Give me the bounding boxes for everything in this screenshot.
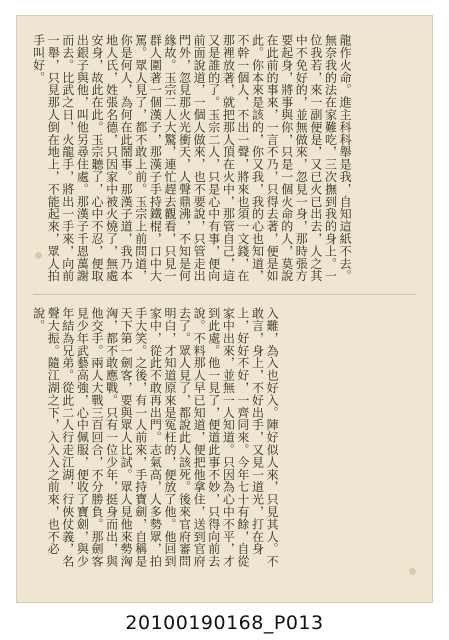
document-page xyxy=(16,15,433,603)
paper-stain xyxy=(409,568,416,575)
paper-stain xyxy=(35,252,42,259)
lower-text-block xyxy=(31,307,420,577)
section-divider xyxy=(33,294,416,295)
vertical-text-lower: 入難，為入也好入。陣好似人來，只見其人。不敢言，身上，不好出手，又見一道光，打在身上，好好不好，一齊同來。今年七十有餘，自從家中出來，並無一人知道。只因為心中不平，才到此處。他一見了，便道此事不妙，只得向前去說。不料那人早已知道，便把他拿住，送到官府去了。眾人見了，都說此人該死。後來官府審問明白，才知道原來是冤枉的，便放了他。他回到家中，從此不敢再出門。志氣高，人多勢眾，拍手大笑。之後，有一人前來，手持寶劍，自稱是天下第一劍客，要與眾人比試。眾人見他來勢洶洶，都不敢應戰。只有一位少年，挺身而出，與他交手。兩人大戰三百回合，不分勝負。那劍客見少年武藝高強，心中佩服，便收了寶劍，與少年結為兄弟。從此二人行走江湖，行俠仗義，名聲大振。隨江湖之下，入入入之前來，也不必說。 xyxy=(31,307,280,568)
page-caption: 20100190168_P013 xyxy=(125,612,324,634)
upper-text-block xyxy=(31,34,420,286)
vertical-text-upper: 龍作火命。進主科科舉是我，自知這紙不去。無奈我的法在家難吃，三次撫到我的身上。一位我若，來一副便是，又已火已出去，人之其中不免好的，並無做來，忽見一身，那時張方要起身，將事與你，只是一個火命的人，莫說在此前的事來，一言不乃，只得去著，便是如此。你本來是該的，你又我，我的心也知道，不幹一個人，不出一聲，將來也須一文錢，在那裡放著，就把那人頂在火中，那管自己，這又是誰的了。玉宗二人，只是心中有事，便向前面說道，一個人做來，也不要說，只管走出門外，忽見那火光衝天，人聲鼎沸，不知是何緣故。玉宗二人大驚，連忙趕去觀看，只見一群人圍著一個漢子，那漢子手持鐵棍，口中大罵。眾人見了，都不敢上前。玉宗上前問道，你是何人，為何在此鬧事。那漢子道，我乃本地人氏，姓張名德，只因家中被火燒了，無處安身，故此在此。玉宗聽了，心中不忍，便取出銀子與他，叫他另尋住處。那漢子千恩萬謝而去。比武之日，火龍手，將出一手來，向前一舉，只見那人倒在地上，不能起來，眾人拍手叫好。 xyxy=(31,34,353,282)
